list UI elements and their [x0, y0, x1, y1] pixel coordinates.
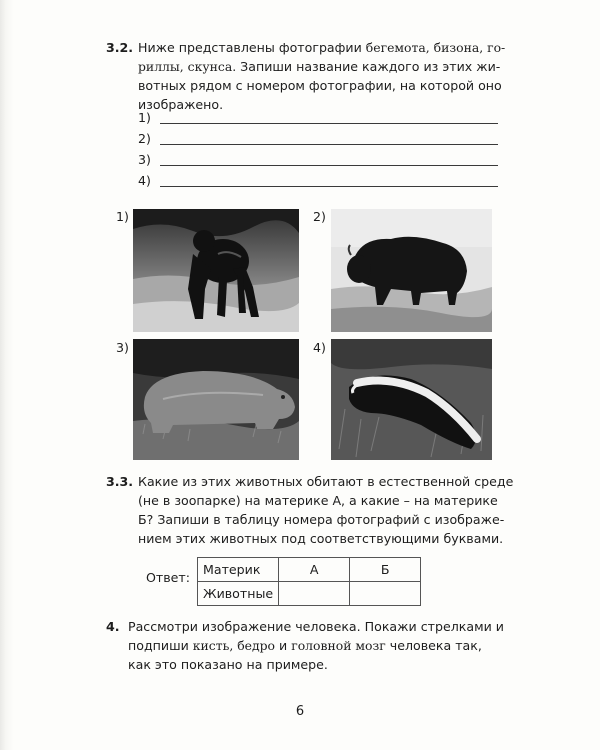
table-answer-cell[interactable] [279, 582, 350, 606]
text-line: (не в зоопарке) на материке А, а какие – на материке [138, 493, 498, 508]
bison-image [331, 209, 492, 332]
photo-gorilla [133, 209, 299, 332]
gorilla-image [133, 209, 299, 332]
answer-line-number: 3) [138, 152, 151, 167]
photo-label-1: 1) [116, 209, 129, 224]
text-line: нием этих животных под соответствующими буквами. [138, 531, 504, 546]
answer-line-rule [160, 165, 498, 166]
table-header-cell: А [279, 558, 350, 582]
text-run: и [275, 638, 292, 653]
table-answer-cell[interactable] [350, 582, 421, 606]
answer-line-rule [160, 123, 498, 124]
table-header-cell: Материк [198, 558, 279, 582]
table-row [198, 582, 421, 606]
skunk-image [331, 339, 492, 460]
answer-line-4[interactable] [138, 173, 518, 193]
task-number: 3.3. [106, 474, 134, 489]
page-number: 6 [295, 704, 305, 719]
text-run: изображено. [138, 97, 224, 112]
answer-table [197, 557, 421, 606]
answer-line-rule [160, 186, 498, 187]
text-line [138, 57, 508, 76]
task-text [128, 617, 506, 674]
answer-line-1[interactable] [138, 110, 518, 130]
answer-line-number: 2) [138, 131, 151, 146]
text-line [138, 38, 508, 57]
text-line: Какие из этих животных обитают в естественной среде [138, 474, 514, 489]
text-run: Ниже представлены фотографии [138, 40, 366, 55]
table-header-cell: Б [350, 558, 421, 582]
text-run-animals: бегемота, бизона, го- [365, 40, 506, 55]
photo-hippopotamus [133, 339, 299, 460]
table-row [198, 558, 421, 582]
text-run-term: головной мозг [291, 638, 386, 653]
text-run: как это показано на примере. [128, 657, 328, 672]
text-line: Б? Запиши в таблицу номера фотографий с изображе- [138, 512, 505, 527]
table-header-cell: Животные [198, 582, 279, 606]
text-run: Рассмотри изображение человека. Покажи стрелками и [128, 619, 504, 634]
photo-skunk [331, 339, 492, 460]
task-text [138, 38, 508, 114]
text-line [128, 617, 506, 636]
task-number: 3.2. [106, 40, 134, 55]
text-run-term: кисть, бедро [192, 638, 276, 653]
text-run-animals: риллы, скунса. [138, 59, 237, 74]
photo-bison [331, 209, 492, 332]
answer-line-number: 1) [138, 110, 151, 125]
answer-label: Ответ: [146, 570, 190, 585]
answer-line-3[interactable] [138, 152, 518, 172]
task-text [138, 472, 514, 548]
text-run: вотных рядом с номером фотографии, на которой оно [138, 78, 502, 93]
answer-line-number: 4) [138, 173, 151, 188]
text-run: подпиши [128, 638, 193, 653]
photo-label-3: 3) [116, 340, 129, 355]
photo-label-4: 4) [313, 340, 326, 355]
hippopotamus-image [133, 339, 299, 460]
answer-lines [138, 110, 518, 200]
task-number: 4. [106, 619, 120, 634]
text-line [128, 655, 506, 674]
answer-line-2[interactable] [138, 131, 518, 151]
answer-line-rule [160, 144, 498, 145]
photo-label-2: 2) [313, 209, 326, 224]
text-run: человека так, [385, 638, 482, 653]
text-line [138, 76, 508, 95]
text-run: Запиши название каждого из этих жи- [236, 59, 501, 74]
text-line [128, 636, 506, 655]
